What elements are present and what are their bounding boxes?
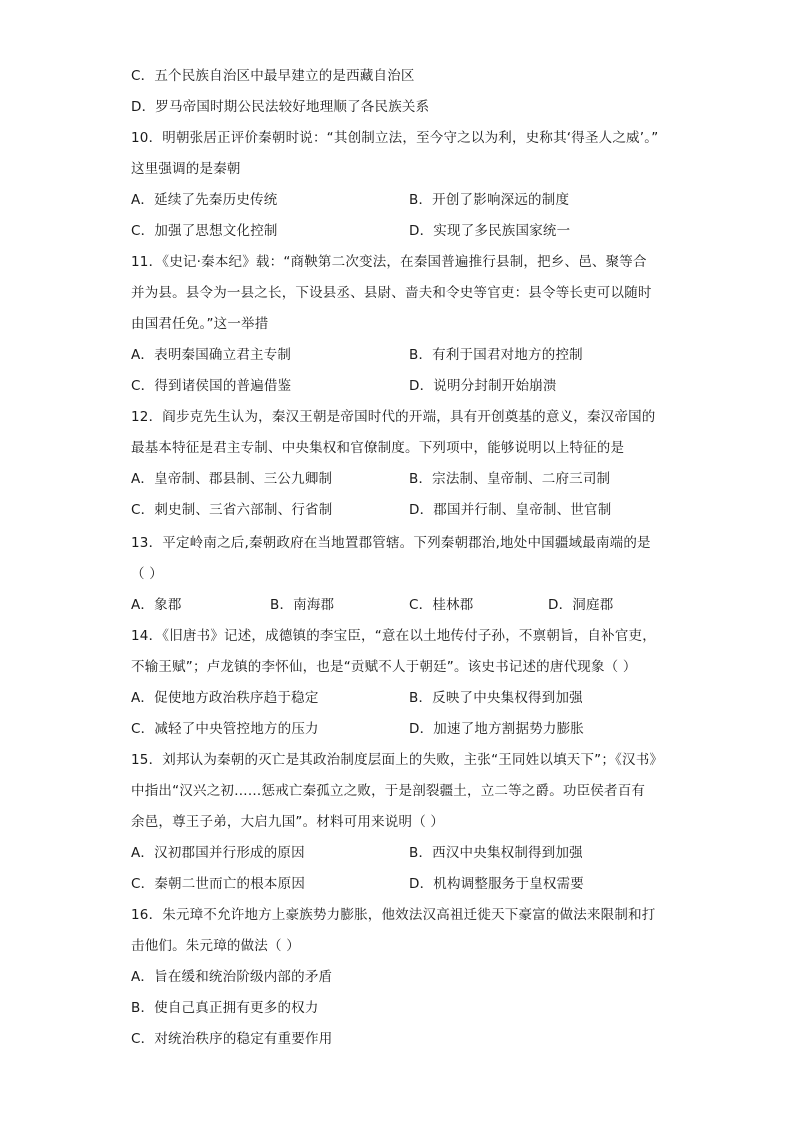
q15-option-b: B．西汉中央集权制得到加强 (409, 845, 583, 861)
q12-option-b: B．宗法制、皇帝制、二府三司制 (409, 471, 611, 487)
q9-option-d: D．罗马帝国时期公民法较好地理顺了各民族关系 (131, 99, 430, 115)
q16-option-b: B．使自己真正拥有更多的权力 (131, 1000, 319, 1016)
q10-option-b: B．开创了影响深远的制度 (409, 192, 570, 208)
q13-option-c: C．桂林郡 (409, 597, 474, 613)
q13-stem-line-2: （ ） (131, 566, 163, 582)
q13-option-a: A．象郡 (131, 597, 182, 613)
q11-stem-line-2: 并为县。县令为一县之长，下设县丞、县尉、啬夫和令史等官吏：县令等长吏可以随时 (131, 285, 652, 301)
q15-option-d: D．机构调整服务于皇权需要 (409, 876, 584, 892)
q11-stem-line-3: 由国君任免。”这一举措 (131, 316, 269, 332)
q14-stem-line-2: 不输王赋”；卢龙镇的李怀仙，也是“贡赋不人于朝廷”。该史书记述的唐代现象（ ） (131, 659, 637, 675)
q11-option-c: C．得到诸侯国的普遍借鉴 (131, 378, 292, 394)
q15-stem-line-3: 余邑，尊王子弟，大启九国”。材料可用来说明（ ） (131, 814, 445, 830)
q13-stem-line-1: 13．平定岭南之后,秦朝政府在当地置郡管辖。下列秦朝郡治,地处中国疆域最南端的是 (131, 535, 651, 551)
q11-stem-line-1: 11．《史记·秦本纪》载：“商鞅第二次变法，在秦国普遍推行县制，把乡、邑、聚等合 (131, 254, 647, 270)
q10-option-d: D．实现了多民族国家统一 (409, 223, 571, 239)
q14-stem-line-1: 14．《旧唐书》记述，成德镇的李宝臣，“意在以土地传付子孙，不禀朝旨，自补官吏， (131, 628, 656, 644)
q16-stem-line-1: 16．朱元璋不允许地方上豪族势力膨胀，他效法汉高祖迁徙天下豪富的做法来限制和打 (131, 907, 656, 923)
q16-option-a: A．旨在缓和统治阶级内部的矛盾 (131, 969, 333, 985)
q16-stem-line-2: 击他们。朱元璋的做法（ ） (131, 938, 300, 954)
q15-option-a: A．汉初郡国并行形成的原因 (131, 845, 305, 861)
q13-option-b: B．南海郡 (270, 597, 335, 613)
q14-option-b: B．反映了中央集权得到加强 (409, 690, 583, 706)
q14-option-a: A．促使地方政治秩序趋于稳定 (131, 690, 319, 706)
q16-option-c: C．对统治秩序的稳定有重要作用 (131, 1031, 333, 1047)
q14-option-c: C．减轻了中央管控地方的压力 (131, 721, 319, 737)
q10-stem-line-1: 10．明朝张居正评价秦朝时说：“其创制立法，至今守之以为利，史称其‘得圣人之威’。” (131, 130, 659, 146)
q12-option-c: C．刺史制、三省六部制、行省制 (131, 502, 333, 518)
q10-stem-line-2: 这里强调的是秦朝 (131, 161, 241, 177)
q12-option-a: A．皇帝制、郡县制、三公九卿制 (131, 471, 333, 487)
q12-stem-line-2: 最基本特征是君主专制、中央集权和官僚制度。下列项中，能够说明以上特征的是 (131, 440, 625, 456)
q12-option-d: D．郡国并行制、皇帝制、世官制 (409, 502, 612, 518)
q10-option-c: C．加强了思想文化控制 (131, 223, 278, 239)
q14-option-d: D．加速了地方割据势力膨胀 (409, 721, 584, 737)
q11-option-a: A．表明秦国确立君主专制 (131, 347, 292, 363)
q10-option-a: A．延续了先秦历史传统 (131, 192, 278, 208)
q13-option-d: D．洞庭郡 (548, 597, 614, 613)
q12-stem-line-1: 12．阎步克先生认为，秦汉王朝是帝国时代的开端，具有开创奠基的意义，秦汉帝国的 (131, 409, 656, 425)
q15-stem-line-1: 15．刘邦认为秦朝的灭亡是其政治制度层面上的失败，主张“王同姓以填天下”；《汉书》 (131, 752, 664, 768)
q11-option-b: B．有利于国君对地方的控制 (409, 347, 583, 363)
q15-stem-line-2: 中指出“汉兴之初……惩戒亡秦孤立之败，于是剖裂疆土，立二等之爵。功臣侯者百有 (131, 783, 646, 799)
q15-option-c: C．秦朝二世而亡的根本原因 (131, 876, 306, 892)
q11-option-d: D．说明分封制开始崩溃 (409, 378, 557, 394)
q9-option-c: C．五个民族自治区中最早建立的是西藏自治区 (131, 68, 415, 84)
